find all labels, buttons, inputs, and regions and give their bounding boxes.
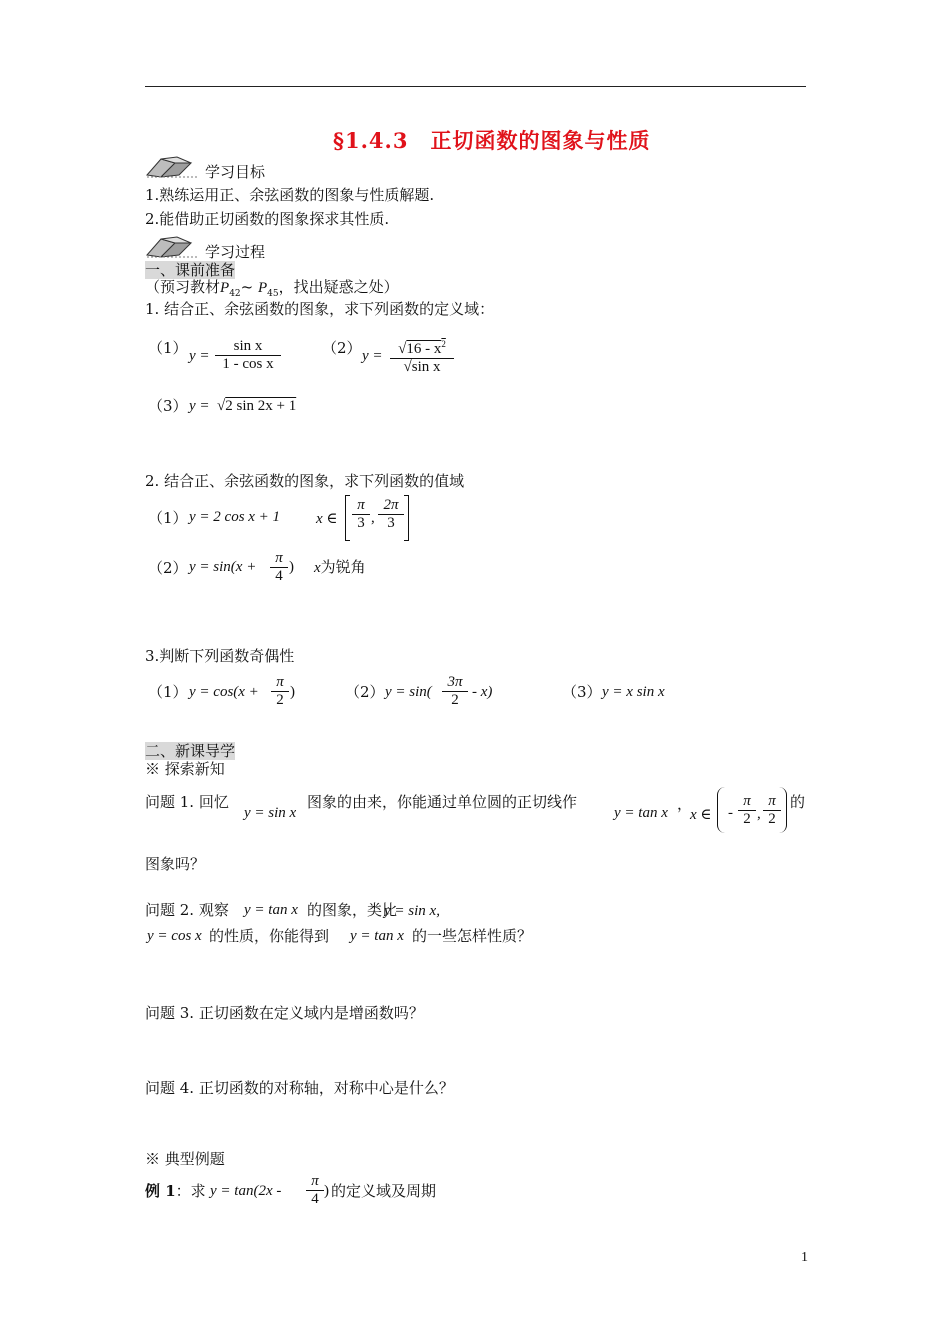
problem-1-frac-b: $\frac{\pi}{2}$ — [763, 793, 781, 828]
q2-item2-label: （2） — [148, 559, 188, 577]
q2-item2-fraction: $\frac{\pi}{4}$ — [270, 550, 288, 585]
q1-item1-fraction: $\frac{\text{sin x}}{\text{1 - cos x}}$ — [215, 338, 281, 373]
q1-item3-radical: √2 sin 2x + 1 — [217, 398, 297, 414]
problem-1-body: 图象的由来，你能通过单位圆的正切线作 — [307, 793, 578, 811]
book-icon — [145, 153, 201, 179]
q3-item2-close: - x) — [472, 684, 493, 700]
q3-item2-fraction: $\frac{3\pi}{2}$ — [442, 674, 468, 709]
problem-2-intro: 问题 2. 观察 — [145, 901, 229, 919]
question-2: 2. 结合正、余弦函数的图象，求下列函数的值域 — [145, 472, 465, 490]
problem-4: 问题 4. 正切函数的对称轴，对称中心是什么？ — [145, 1079, 454, 1097]
example-1-close: ) — [324, 1183, 329, 1199]
q2-item2-expr: y = sin(x + — [189, 559, 257, 575]
goal-item-2: 2.能借助正切函数的图象探求其性质. — [145, 210, 390, 228]
q1-item2-y: y = — [362, 348, 383, 364]
q3-item3-label: （3） — [562, 683, 602, 701]
q1-item3-label: （3） — [148, 397, 188, 415]
q2-item2-close: ) — [289, 559, 294, 575]
q1-item1-label: （1） — [148, 339, 188, 357]
problem-1-sep: ， — [677, 795, 693, 813]
q2-item1-label: （1） — [148, 509, 188, 527]
q3-item1-label: （1） — [148, 683, 188, 701]
page-number: 1 — [801, 1250, 808, 1265]
question-3: 3.判断下列函数奇偶性 — [145, 647, 295, 665]
q3-item2-label: （2） — [345, 683, 385, 701]
problem-2-body: 的图象，类比 — [307, 901, 398, 919]
new-lesson-heading: 二、新课导学 — [145, 742, 236, 760]
example-1-expr: y = tan(2x - — [210, 1183, 282, 1199]
example-1-tail: 的定义域及周期 — [331, 1182, 437, 1200]
q1-item2-label: （2） — [322, 339, 362, 357]
q1-item1-y: y = — [189, 348, 210, 364]
q2-item1-frac-b: $\frac{2\pi}{3}$ — [378, 497, 404, 532]
prep-heading: 一、课前准备 — [145, 261, 236, 279]
q3-item2-expr: y = sin( — [385, 684, 432, 700]
problem-1-neg: - — [728, 805, 733, 821]
problem-1-expr: y = sin x — [244, 805, 297, 821]
right-bracket — [404, 495, 409, 541]
q2-item1-expr: y = 2 cos x + 1 — [189, 509, 281, 525]
book-icon — [145, 233, 201, 259]
explore-heading: ※ 探索新知 — [145, 760, 225, 778]
problem-1-intro: 问题 1. 回忆 — [145, 793, 229, 811]
q3-item1-close: ) — [290, 684, 295, 700]
problem-2-expr3: y = cos x — [147, 928, 202, 944]
problem-1-x: x ∈ — [690, 807, 712, 823]
left-bracket — [345, 495, 350, 541]
q1-item2-fraction: $\frac{√16 - x^2}{\text{√sin x}}$ — [390, 336, 454, 376]
question-1: 1. 结合正、余弦函数的图象，求下列函数的定义域： — [145, 300, 495, 318]
problem-1-end: 图象吗？ — [145, 855, 206, 873]
page-title: §1.4.3 正切函数的图象与性质 — [333, 128, 651, 153]
right-paren — [778, 787, 787, 833]
example-1-fraction: $\frac{\pi}{4}$ — [306, 1173, 324, 1208]
q3-item1-fraction: $\frac{\pi}{2}$ — [271, 674, 289, 709]
q2-item1-x: x ∈ — [316, 511, 338, 527]
header-rule — [145, 86, 806, 87]
problem-2-expr2: y = sin x, — [384, 903, 440, 919]
q2-item1-comma: , — [371, 510, 375, 526]
q1-item3-y: y = — [189, 398, 210, 414]
problem-2-body2: 的性质，你能得到 — [209, 927, 330, 945]
problem-2-end: 的一些怎样性质？ — [412, 927, 533, 945]
problem-1-de: 的 — [790, 793, 806, 811]
problem-1-expr2: y = tan x — [614, 805, 668, 821]
q3-item3-expr: y = x sin x — [602, 684, 665, 700]
problem-3: 问题 3. 正切函数在定义域内是增函数吗？ — [145, 1004, 424, 1022]
q2-item2-condition: x为锐角 — [314, 558, 366, 576]
prep-note: （预习教材$P_{42}\sim$ $P_{45}$，找出疑惑之处） — [145, 278, 399, 299]
problem-1-comma: , — [757, 806, 761, 822]
left-paren — [717, 787, 726, 833]
example-1: 例 1：求 — [145, 1182, 206, 1200]
problem-2-expr1: y = tan x — [244, 902, 298, 918]
process-heading: 学习过程 — [205, 243, 266, 261]
q3-item1-expr: y = cos(x + — [189, 684, 259, 700]
problem-2-expr4: y = tan x — [350, 928, 404, 944]
q2-item1-frac-a: $\frac{\pi}{3}$ — [352, 497, 370, 532]
problem-1-frac-a: $\frac{\pi}{2}$ — [738, 793, 756, 828]
goal-item-1: 1.熟练运用正、余弦函数的图象与性质解题. — [145, 186, 435, 204]
goals-heading: 学习目标 — [205, 163, 266, 181]
examples-heading: ※ 典型例题 — [145, 1150, 225, 1168]
